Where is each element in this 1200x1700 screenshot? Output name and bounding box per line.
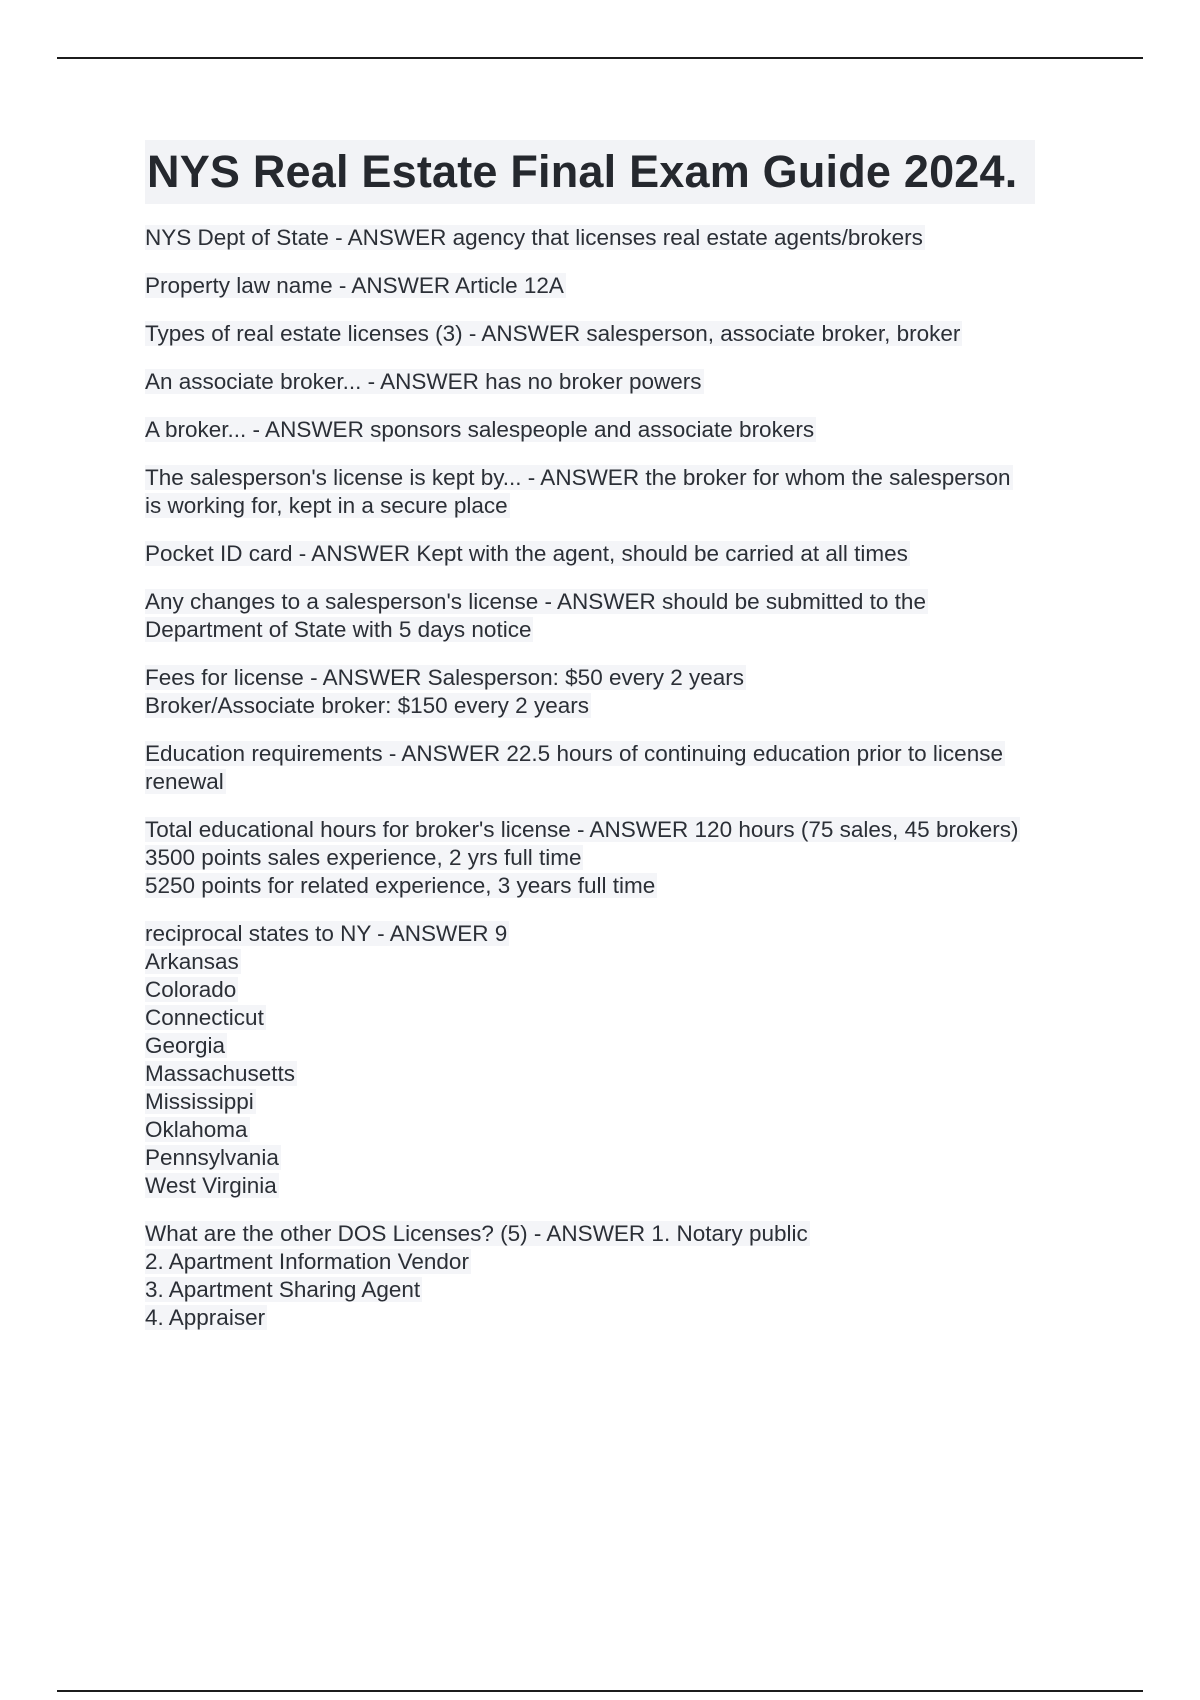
qa-line-text: Department of State with 5 days notice [145,617,532,642]
qa-line [145,540,1095,568]
qa-line-text: 3. Apartment Sharing Agent [145,1277,421,1302]
qa-line-text: What are the other DOS Licenses? (5) - ANSWER 1. Notary public [145,1221,808,1246]
qa-line [145,872,1095,900]
qa-line-text: 4. Appraiser [145,1305,266,1330]
qa-line-text: Georgia [145,1033,226,1058]
qa-line [145,464,1095,492]
qa-line [145,368,1095,396]
qa-line-text: Colorado [145,977,237,1002]
qa-line [145,976,1095,1004]
qa-line-text: Broker/Associate broker: $150 every 2 years [145,693,589,718]
qa-entry [145,588,1095,644]
qa-line [145,224,1095,252]
qa-line [145,1144,1095,1172]
qa-line [145,816,1095,844]
qa-line-text: Property law name - ANSWER Article 12A [145,273,564,298]
qa-line [145,588,1095,616]
qa-entry [145,920,1095,1200]
qa-entry [145,540,1095,568]
qa-entry [145,664,1095,720]
qa-line-text: 3500 points sales experience, 2 yrs full time [145,845,582,870]
qa-line-text: Arkansas [145,949,239,974]
qa-line [145,1032,1095,1060]
qa-line [145,692,1095,720]
qa-entry [145,1220,1095,1332]
qa-line [145,844,1095,872]
qa-line [145,948,1095,976]
qa-line [145,1248,1095,1276]
qa-list [145,224,1095,1332]
qa-line [145,1004,1095,1032]
qa-line-text: Connecticut [145,1005,264,1030]
qa-line-text: NYS Dept of State - ANSWER agency that licenses real estate agents/brokers [145,225,923,250]
qa-line [145,920,1095,948]
qa-line-text: Pennsylvania [145,1145,279,1170]
qa-line-text: 2. Apartment Information Vendor [145,1249,469,1274]
qa-line [145,1220,1095,1248]
qa-entry [145,320,1095,348]
qa-line [145,416,1095,444]
qa-line [145,1172,1095,1200]
qa-line-text: is working for, kept in a secure place [145,493,508,518]
qa-line [145,768,1095,796]
qa-line [145,492,1095,520]
qa-entry [145,740,1095,796]
bottom-divider [57,1690,1143,1692]
qa-line-text: reciprocal states to NY - ANSWER 9 [145,921,508,946]
qa-line-text: Pocket ID card - ANSWER Kept with the agent, should be carried at all times [145,541,908,566]
qa-line-text: 5250 points for related experience, 3 years full time [145,873,656,898]
qa-line-text: An associate broker... - ANSWER has no broker powers [145,369,702,394]
qa-line-text: Massachusetts [145,1061,296,1086]
qa-entry [145,416,1095,444]
qa-entry [145,272,1095,300]
qa-line-text: Education requirements - ANSWER 22.5 hours of continuing education prior to license [145,741,1003,766]
top-divider [57,57,1143,59]
qa-entry [145,816,1095,900]
qa-line [145,1304,1095,1332]
qa-entry [145,224,1095,252]
qa-line-text: West Virginia [145,1173,277,1198]
qa-line-text: Fees for license - ANSWER Salesperson: $50 every 2 years [145,665,745,690]
qa-line-text: A broker... - ANSWER sponsors salespeople and associate brokers [145,417,815,442]
qa-entry [145,464,1095,520]
qa-line-text: Any changes to a salesperson's license - ANSWER should be submitted to the [145,589,926,614]
qa-line-text: renewal [145,769,224,794]
qa-line-text: Oklahoma [145,1117,248,1142]
qa-line-text: Mississippi [145,1089,254,1114]
qa-line [145,1060,1095,1088]
qa-line [145,320,1095,348]
qa-line [145,664,1095,692]
qa-line [145,616,1095,644]
qa-line [145,1116,1095,1144]
qa-line [145,740,1095,768]
qa-line [145,1276,1095,1304]
document-body [145,140,1095,1352]
qa-line-text: The salesperson's license is kept by... - ANSWER the broker for whom the salesperson [145,465,1011,490]
qa-entry [145,368,1095,396]
qa-line-text: Types of real estate licenses (3) - ANSWER salesperson, associate broker, broker [145,321,961,346]
qa-line [145,272,1095,300]
page-title: NYS Real Estate Final Exam Guide 2024. [145,140,1035,204]
qa-line-text: Total educational hours for broker's license - ANSWER 120 hours (75 sales, 45 brokers) [145,817,1019,842]
qa-line [145,1088,1095,1116]
